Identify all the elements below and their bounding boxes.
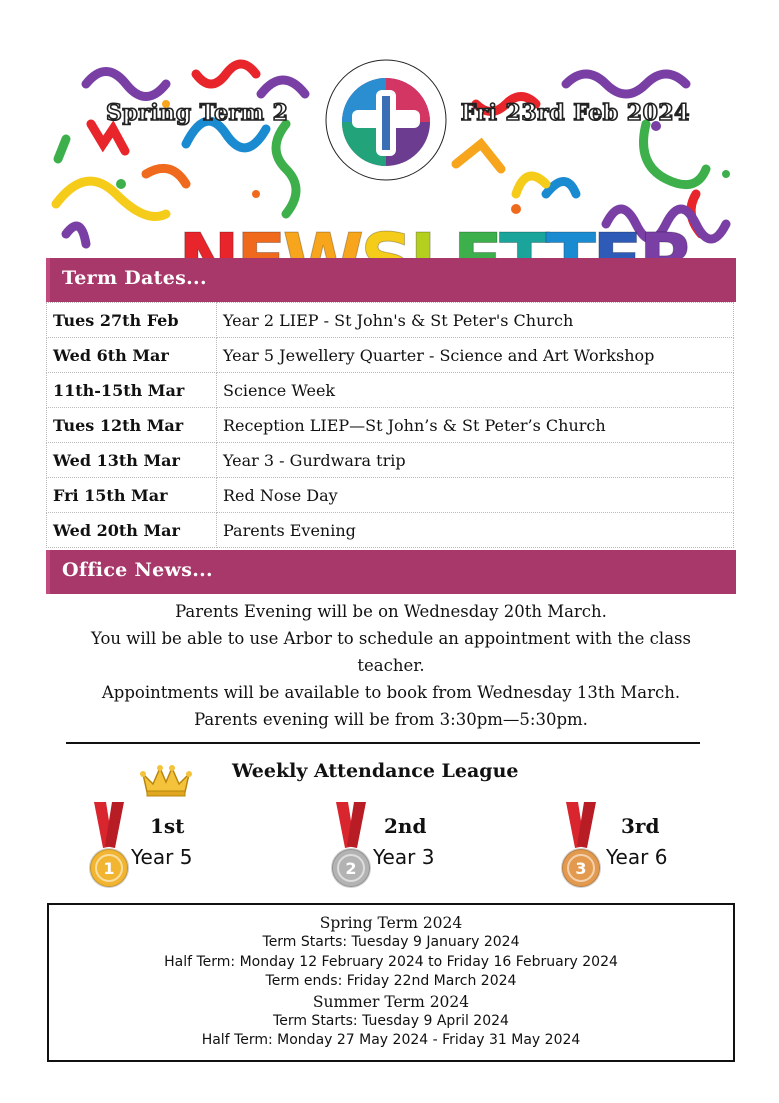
term-date: Wed 6th Mar	[47, 338, 217, 373]
issue-date: Fri 23rd Feb 2024	[460, 100, 690, 126]
office-line: Parents evening will be from 3:30pm—5:30pm.	[194, 710, 588, 729]
year-label: Year 6	[606, 845, 668, 869]
office-line: Appointments will be available to book from Wednesday 13th March.	[101, 683, 681, 702]
office-news-text	[46, 598, 736, 733]
term-date-row	[47, 513, 734, 548]
medal-icon	[558, 802, 604, 888]
svg-text:3: 3	[575, 859, 587, 878]
crown-icon	[140, 762, 192, 798]
term-info-line: Term Starts: Tuesday 9 January 2024	[262, 934, 520, 950]
medal-icon	[86, 802, 132, 888]
term-event: Reception LIEP—St John’s & St Peter’s Church	[217, 408, 734, 443]
svg-text:2: 2	[345, 859, 357, 878]
term-event: Red Nose Day	[217, 478, 734, 513]
year-label: Year 3	[373, 845, 435, 869]
school-logo	[326, 60, 446, 180]
term-date-row	[47, 373, 734, 408]
term-date: Wed 13th Mar	[47, 443, 217, 478]
office-line: You will be able to use Arbor to schedule an appointment with the class teacher.	[91, 629, 691, 675]
office-news-heading-text: Office News...	[62, 559, 213, 581]
office-line: Parents Evening will be on Wednesday 20th March.	[175, 602, 607, 621]
term-info-line: Half Term: Monday 27 May 2024 - Friday 31 May 2024	[201, 1032, 581, 1048]
term-dates-heading	[46, 258, 736, 302]
term-date: Fri 15th Mar	[47, 478, 217, 513]
office-news-heading	[46, 550, 736, 594]
term-label: Spring Term 2	[106, 100, 289, 126]
term-date-row	[47, 408, 734, 443]
term-dates-table	[46, 302, 734, 548]
summer-term-title: Summer Term 2024	[312, 992, 470, 1011]
term-date: Wed 20th Mar	[47, 513, 217, 548]
term-event: Year 3 - Gurdwara trip	[217, 443, 734, 478]
term-info-line: Term ends: Friday 22nd March 2024	[265, 973, 517, 989]
place-label: 3rd	[621, 814, 660, 838]
term-date-row	[47, 338, 734, 373]
term-info-line: Term Starts: Tuesday 9 April 2024	[273, 1012, 509, 1029]
term-date: Tues 12th Mar	[47, 408, 217, 443]
term-dates-heading-text: Term Dates...	[62, 267, 207, 289]
attendance-title: Weekly Attendance League	[232, 760, 519, 782]
spring-term-title: Spring Term 2024	[319, 914, 463, 932]
term-event: Science Week	[217, 373, 734, 408]
term-event: Year 2 LIEP - St John's & St Peter's Church	[217, 303, 734, 338]
term-event: Parents Evening	[217, 513, 734, 548]
term-date-row	[47, 443, 734, 478]
divider	[66, 742, 700, 744]
term-date-row	[47, 478, 734, 513]
term-info-line: Half Term: Monday 12 February 2024 to Friday 16 February 2024	[164, 953, 618, 970]
svg-text:1: 1	[103, 859, 115, 878]
place-label: 1st	[150, 814, 185, 838]
year-label: Year 5	[131, 845, 193, 869]
header-banner	[46, 44, 736, 258]
term-date: Tues 27th Feb	[47, 303, 217, 338]
term-event: Year 5 Jewellery Quarter - Science and Art Workshop	[217, 338, 734, 373]
term-info-box	[47, 903, 735, 1062]
term-date: 11th-15th Mar	[47, 373, 217, 408]
medal-icon	[328, 802, 374, 888]
place-label: 2nd	[384, 814, 427, 838]
term-date-row	[47, 303, 734, 338]
